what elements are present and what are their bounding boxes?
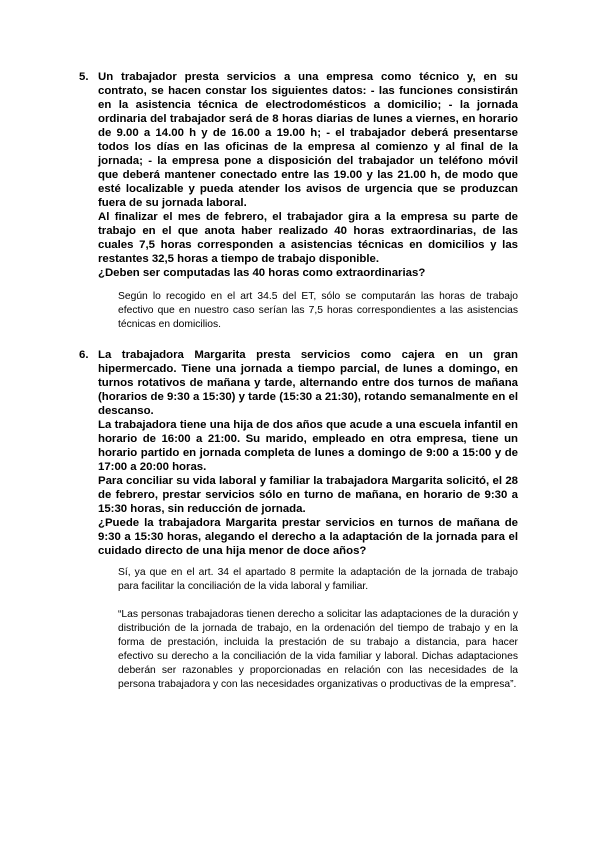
question-prompt: ¿Deben ser computadas las 40 horas como extraordinarias?	[98, 267, 426, 279]
question-statement: La trabajadora Margarita presta servicios como cajera en un gran hipermercado. Tiene una jornada a tiempo parcial, de lunes a domingo, en turnos rotativos de mañana y tarde, alternando entre dos turnos de mañana (horarios de 9:30 a 15:30) y tarde (15:30 a 21:30), rotando semanalmente en el descanso.	[98, 349, 518, 417]
question-statement-continuation: Para conciliar su vida laboral y familiar la trabajadora Margarita solicitó, el 28 de febrero, prestar servicios sólo en turno de mañana, en horario de 9:30 a 15:30 horas, sin reducción de jornada.	[98, 475, 518, 515]
question-number: 6.	[79, 349, 89, 361]
answer-6-quote: “Las personas trabajadoras tienen derecho a solicitar las adaptaciones de la duración y distribución de la jornada de trabajo, en la ordenación del tiempo de trabajo y en la forma de prestación, incluida la prestación de su trabajo a distancia, para hacer efectivo su derecho a la conciliación de la vida familiar y laboral. Dichas adaptaciones deberán ser razonables y proporcionadas en relación con las necesidades de la persona trabajadora y con las necesidades organizativas o productivas de la empresa”.	[118, 609, 518, 691]
question-statement-continuation: La trabajadora tiene una hija de dos años que acude a una escuela infantil en horario de 16:00 a 21:00. Su marido, empleado en otra empresa, tiene un horario partido en jornada completa de lunes a domingo de 9:00 a 15:00 y de 17:00 a 20:00 horas.	[98, 419, 518, 473]
question-statement: Un trabajador presta servicios a una empresa como técnico y, en su contrato, se hacen constar los siguientes datos: - las funciones consistirán en la asistencia técnica de electrodomésticos a domicilio; - la jornada ordinaria del trabajador será de 8 horas diarias de lunes a viernes, en horario de 9.00 a 14.00 h y de 16.00 a 19.00 h; - el trabajador deberá presentarse todos los días en las oficinas de la empresa al comienzo y al final de la jornada; - la empresa pone a disposición del trabajador un teléfono móvil que deberá mantener conectado entre las 19.00 y las 21.00 h, de modo que esté localizable y pueda atender los avisos de urgencia que se produzcan fuera de su jornada laboral.	[98, 71, 518, 209]
question-prompt: ¿Puede la trabajadora Margarita prestar servicios en turnos de mañana de 9:30 a 15:30 horas, alegando el derecho a la adaptación de la jornada para el cuidado directo de una hija menor de doce años?	[98, 517, 518, 557]
answer-6: Sí, ya que en el art. 34 el apartado 8 permite la adaptación de la jornada de trabajo para facilitar la conciliación de la vida laboral y familiar.	[118, 567, 518, 593]
question-5	[79, 70, 518, 280]
question-number: 5.	[79, 71, 89, 83]
answer-5: Según lo recogido en el art 34.5 del ET, sólo se computarán las horas de trabajo efectivo que en nuestro caso serían las 7,5 horas correspondientes a las asistencias técnicas en domicilios.	[118, 291, 518, 331]
question-6	[79, 348, 518, 558]
question-statement-continuation: Al finalizar el mes de febrero, el trabajador gira a la empresa su parte de trabajo en el que anota haber realizado 40 horas extraordinarias, de las cuales 7,5 horas corresponden a asistencias técnicas en domicilios y las restantes 32,5 horas a tiempo de trabajo disponible.	[98, 211, 518, 265]
